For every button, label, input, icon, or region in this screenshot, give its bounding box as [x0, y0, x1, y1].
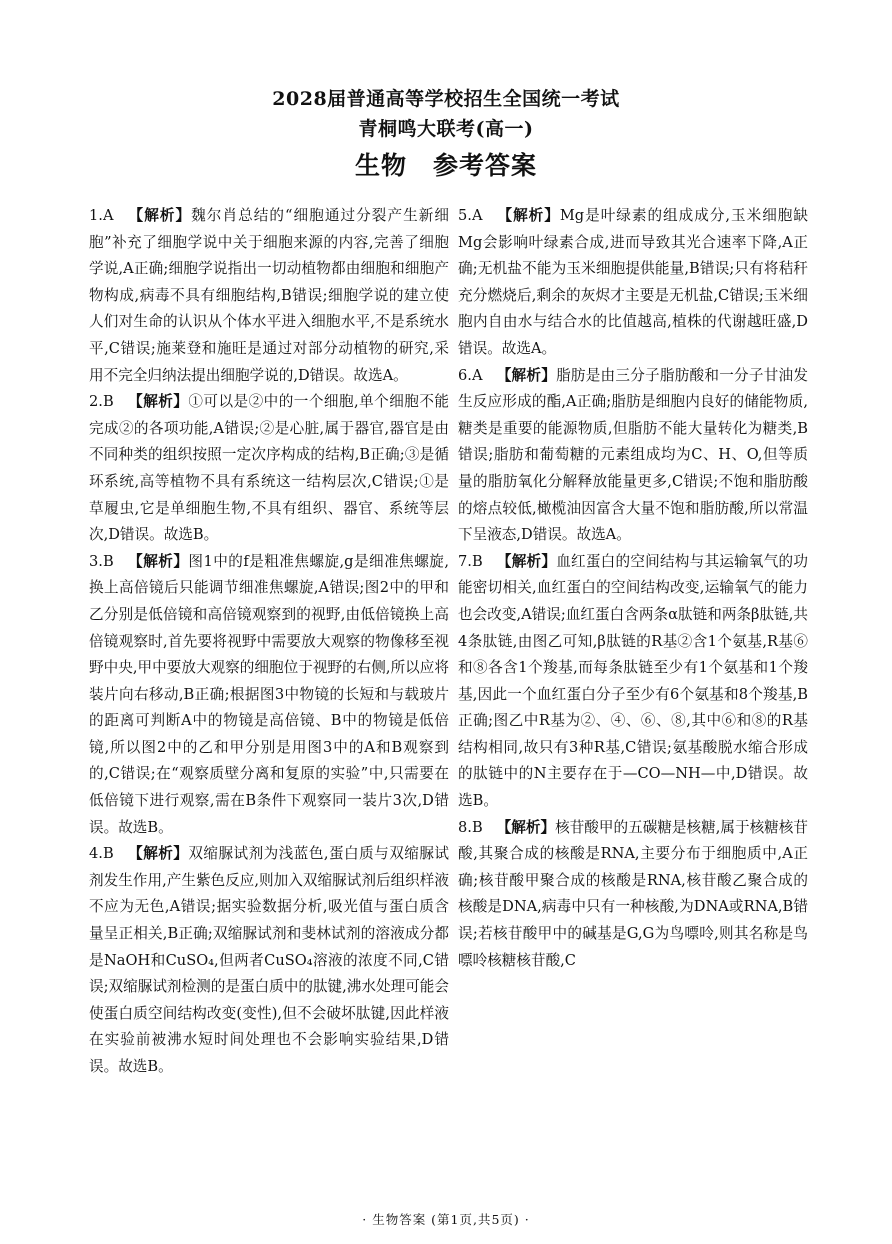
item-number: 5. [458, 207, 472, 224]
item-explanation: ①可以是②中的一个细胞,单个细胞不能完成②的各项功能,A错误;②是心脏,属于器官,器官是由不同种类的组织按照一定次序构成的结构,B正确;③是循环系统,高等植物不具有系统这一结构层次,C错误;①是草履虫,它是单细胞生物,不具有组织、器官、系统等层次,D错误。故选B。 [89, 393, 449, 544]
answer-item-3 [89, 549, 449, 842]
item-answer: A [471, 366, 483, 384]
analysis-tag: 【解析】 [127, 845, 189, 863]
page-footer: · 生物答案 (第1页,共5页) · [362, 1212, 530, 1227]
answer-item-7 [458, 549, 808, 815]
item-explanation: 双缩脲试剂为浅蓝色,蛋白质与双缩脲试剂发生作用,产生紫色反应,则加入双缩脲试剂后组织样液不应为无色,A错误;据实验数据分析,吸光值与蛋白质含量呈正相关,B正确;双缩脲试剂和斐林试剂的溶液成分都是NaOH和CuSO₄,但两者CuSO₄溶液的浓度不同,C错误;双缩脲试剂检测的是蛋白质中的肽键,沸水处理可能会使蛋白质空间结构改变(变性),但不会破坏肽键,因此样液在实验前被沸水短时间处理也不会影响实验结果,D错误。故选B。 [89, 845, 449, 1075]
item-answer: B [102, 845, 114, 863]
right-column [458, 203, 808, 974]
item-explanation: 魏尔肖总结的“细胞通过分裂产生新细胞”补充了细胞学说中关于细胞来源的内容,完善了细胞学说,A正确;细胞学说指出一切动植物都由细胞和细胞产物构成,病毒不具有细胞结构,B错误;细胞学说的建立使人们对生命的认识从个体水平进入细胞水平,不是系统水平,C错误;施莱登和施旺是通过对部分动植物的研究,采用不完全归纳法提出细胞学说的,D错误。故选A。 [89, 207, 449, 384]
exam-title: 2028届普通高等学校招生全国统一考试 [272, 88, 620, 110]
answer-item-1 [89, 203, 449, 389]
doc-type: 参考答案 [433, 151, 538, 180]
answer-item-5 [458, 203, 808, 363]
item-answer: B [102, 393, 114, 411]
subject-name: 生物 [354, 151, 407, 180]
item-explanation: 脂肪是由三分子脂肪酸和一分子甘油发生反应形成的酯,A正确;脂肪是细胞内良好的储能物质,糖类是重要的能源物质,但脂肪不能大量转化为糖类,B错误;脂肪和葡萄糖的元素组成均为C、H、O,但等质量的脂肪氧化分解释放能量更多,C错误;不饱和脂肪酸的熔点较低,橄榄油因富含大量不饱和脂肪酸,所以常温下呈液态,D错误。故选A。 [458, 366, 808, 544]
answer-item-4 [89, 841, 449, 1080]
item-number: 1. [89, 207, 103, 224]
item-explanation: 血红蛋白的空间结构与其运输氧气的功能密切相关,血红蛋白的空间结构改变,运输氧气的能力也会改变,A错误;血红蛋白含两条α肽链和两条β肽链,共4条肽链,由图乙可知,β肽链的R基②含1个氨基,R基⑥和⑧各含1个羧基,而每条肽链至少有1个氨基和1个羧基,因此一个血红蛋白分子至少有6个氨基和8个羧基,B正确;图乙中R基为②、④、⑥、⑧,其中⑥和⑧的R基结构相同,故只有3种R基,C错误;氨基酸脱水缩合形成的肽链中的N主要存在于—CO—NH—中,D错误。故选B。 [458, 552, 808, 810]
answer-item-8 [458, 815, 808, 975]
analysis-tag: 【解析】 [496, 552, 557, 570]
analysis-tag: 【解析】 [496, 366, 557, 384]
analysis-tag: 【解析】 [127, 393, 189, 411]
answer-item-2 [89, 389, 449, 549]
subject-heading [0, 146, 892, 182]
left-column [89, 203, 449, 1081]
item-number: 7. [458, 552, 472, 570]
item-explanation: 核苷酸甲的五碳糖是核糖,属于核糖核苷酸,其聚合成的核酸是RNA,主要分布于细胞质中,A正确;核苷酸甲聚合成的核酸是RNA,核苷酸乙聚合成的核酸是DNA,病毒中只有一种核酸,为DNA或RNA,B错误;若核苷酸甲中的碱基是G,G为鸟嘌呤,则其名称是鸟嘌呤核糖核苷酸,C [458, 818, 808, 969]
item-answer: B [471, 552, 483, 570]
item-explanation: 图1中的f是粗准焦螺旋,g是细准焦螺旋,换上高倍镜后只能调节细准焦螺旋,A错误;图2中的甲和乙分别是低倍镜和高倍镜观察到的视野,由低倍镜换上高倍镜观察时,首先要将视野中需要放大观察的物像移至视野中央,甲中要放大观察的细胞位于视野的右侧,所以应将装片向右移动,B正确;根据图3中物镜的长短和与载玻片的距离可判断A中的物镜是高倍镜、B中的物镜是低倍镜,所以图2中的乙和甲分别是用图3中的A和B观察到的,C错误;在“观察质壁分离和复原的实验”中,只需要在低倍镜下进行观察,需在B条件下观察同一装片3次,D错误。故选B。 [89, 552, 449, 836]
analysis-tag: 【解析】 [127, 207, 192, 224]
analysis-tag: 【解析】 [496, 818, 556, 836]
item-number: 2. [89, 393, 103, 411]
item-number: 3. [89, 552, 103, 570]
answer-item-6 [458, 363, 808, 549]
item-explanation: Mg是叶绿素的组成成分,玉米细胞缺Mg会影响叶绿素合成,进而导致其光合速率下降,A正确;无机盐不能为玉米细胞提供能量,B错误;只有将秸秆充分燃烧后,剩余的灰烬才主要是无机盐,C错误;玉米细胞内自由水与结合水的比值越高,植株的代谢越旺盛,D错误。故选A。 [458, 207, 808, 357]
item-answer: A [102, 207, 114, 224]
analysis-tag: 【解析】 [496, 207, 560, 224]
analysis-tag: 【解析】 [127, 552, 189, 570]
item-number: 6. [458, 366, 472, 384]
exam-subtitle: 青桐鸣大联考(高一) [358, 118, 534, 140]
item-answer: A [471, 207, 483, 224]
item-answer: B [102, 552, 114, 570]
item-answer: B [471, 818, 483, 836]
item-number: 4. [89, 845, 103, 863]
item-number: 8. [458, 818, 472, 836]
